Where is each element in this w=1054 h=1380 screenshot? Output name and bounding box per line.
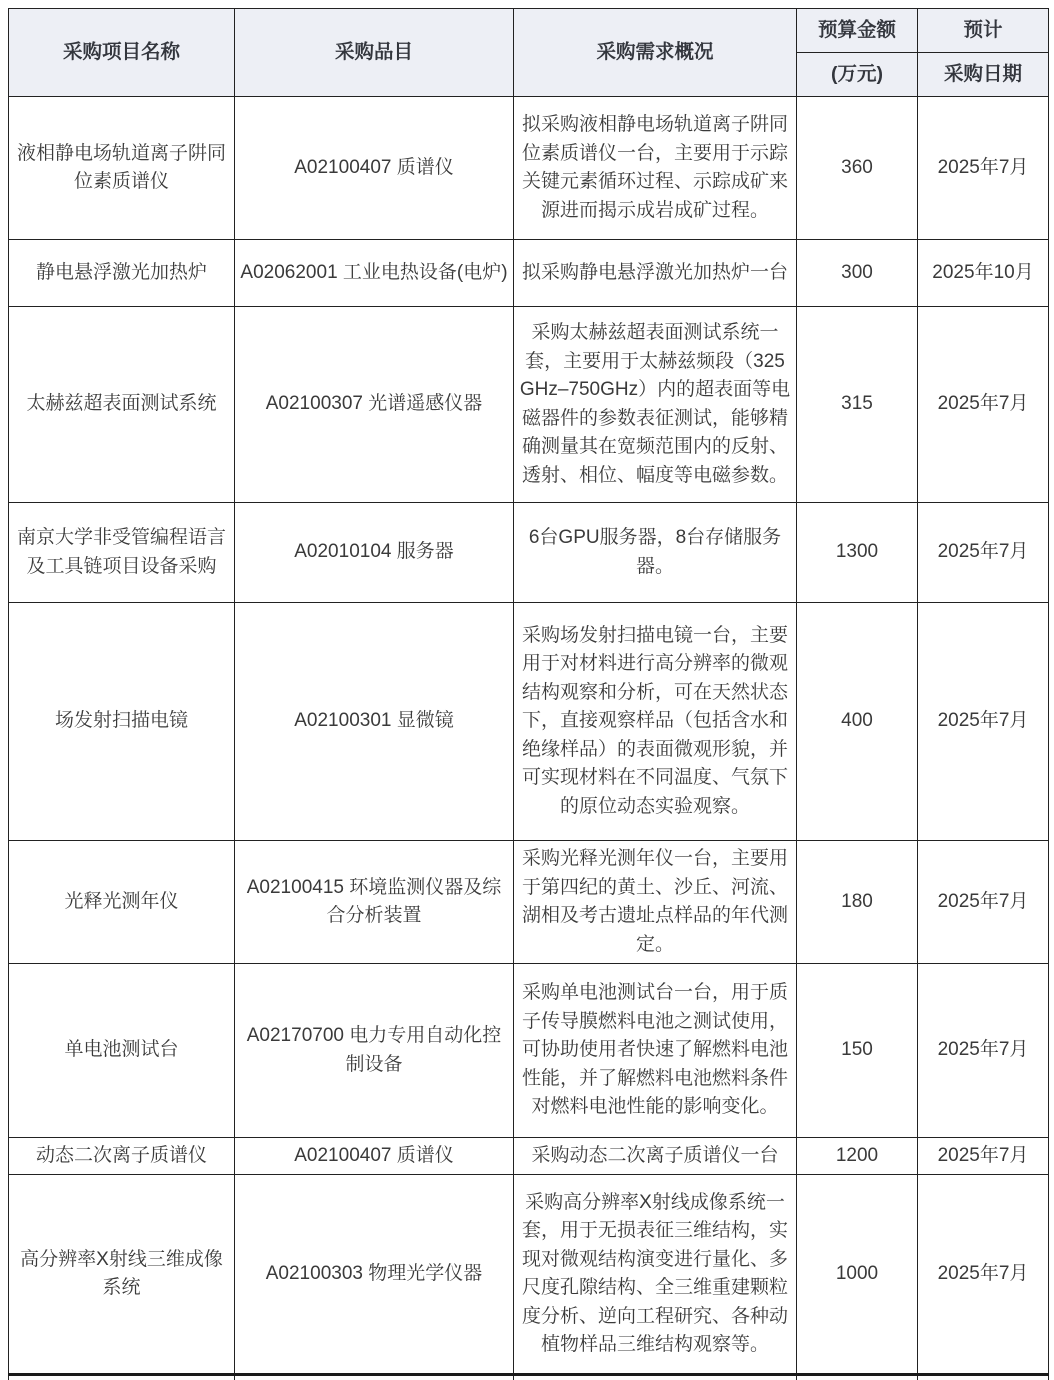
table-row: [9, 503, 1049, 603]
date: 2025年7月: [918, 603, 1049, 841]
date: 2025年7月: [918, 841, 1049, 964]
project-name: 场发射扫描电镜: [9, 603, 235, 841]
summary: 采购动态二次离子质谱仪一台: [514, 1138, 797, 1175]
category: A02100407 质谱仪: [235, 97, 514, 240]
date: 2025年7月: [918, 964, 1049, 1138]
category: A02170700 电力专用自动化控制设备: [235, 964, 514, 1138]
project-name: 光释光测年仪: [9, 841, 235, 964]
table-row: [9, 1175, 1049, 1375]
project-name: 太赫兹超表面测试系统: [9, 307, 235, 503]
empty-cell: [918, 1375, 1049, 1380]
budget: 400: [797, 603, 918, 841]
empty-cell: [514, 1375, 797, 1380]
table-row: [9, 841, 1049, 964]
budget: 1300: [797, 503, 918, 603]
header-budget: [797, 9, 918, 97]
project-name: 高分辨率X射线三维成像系统: [9, 1175, 235, 1375]
header-date: [918, 9, 1049, 97]
date: 2025年7月: [918, 1175, 1049, 1375]
table-row: [9, 240, 1049, 307]
project-name: 南京大学非受管编程语言及工具链项目设备采购: [9, 503, 235, 603]
budget: 150: [797, 964, 918, 1138]
table-row: [9, 97, 1049, 240]
budget: 180: [797, 841, 918, 964]
budget: 315: [797, 307, 918, 503]
header-date-title: 预计: [918, 9, 1048, 53]
summary: 采购太赫兹超表面测试系统一套，主要用于太赫兹频段（325GHz–750GHz）内的超表面等电磁器件的参数表征测试，能够精确测量其在宽频范围内的反射、透射、相位、幅度等电磁参数。: [514, 307, 797, 503]
empty-cell: [235, 1375, 514, 1380]
category: A02062001 工业电热设备(电炉): [235, 240, 514, 307]
category: A02010104 服务器: [235, 503, 514, 603]
procurement-table: [8, 8, 1049, 1380]
budget: 1200: [797, 1138, 918, 1175]
header-summary: 采购需求概况: [514, 9, 797, 97]
project-name: 液相静电场轨道离子阱同位素质谱仪: [9, 97, 235, 240]
date: 2025年10月: [918, 240, 1049, 307]
summary: 采购光释光测年仪一台，主要用于第四纪的黄土、沙丘、河流、湖相及考古遗址点样品的年代测定。: [514, 841, 797, 964]
table-row: [9, 603, 1049, 841]
header-project-name: 采购项目名称: [9, 9, 235, 97]
summary: 采购单电池测试台一台，用于质子传导膜燃料电池之测试使用，可协助使用者快速了解燃料电池性能，并了解燃料电池燃料条件对燃料电池性能的影响变化。: [514, 964, 797, 1138]
table-header: [9, 9, 1049, 97]
header-budget-title: 预算金额: [797, 9, 917, 53]
summary: 采购高分辨率X射线成像系统一套，用于无损表征三维结构，实现对微观结构演变进行量化、多尺度孔隙结构、全三维重建颗粒度分析、逆向工程研究、各种动植物样品三维结构观察等。: [514, 1175, 797, 1375]
budget: 360: [797, 97, 918, 240]
project-name: 动态二次离子质谱仪: [9, 1138, 235, 1175]
table-row: [9, 1138, 1049, 1175]
header-row: [9, 9, 1049, 97]
category: A02100307 光谱遥感仪器: [235, 307, 514, 503]
date: 2025年7月: [918, 97, 1049, 240]
category: A02100301 显微镜: [235, 603, 514, 841]
budget: 1000: [797, 1175, 918, 1375]
table-body: [9, 97, 1049, 1380]
budget: 300: [797, 240, 918, 307]
table-row: [9, 307, 1049, 503]
header-date-subtitle: 采购日期: [943, 62, 1022, 85]
date: 2025年7月: [918, 503, 1049, 603]
summary: 6台GPU服务器，8台存储服务器。: [514, 503, 797, 603]
project-name: 静电悬浮激光加热炉: [9, 240, 235, 307]
category: A02100415 环境监测仪器及综合分析装置: [235, 841, 514, 964]
summary: 拟采购静电悬浮激光加热炉一台: [514, 240, 797, 307]
category: A02100303 物理光学仪器: [235, 1175, 514, 1375]
date: 2025年7月: [918, 1138, 1049, 1175]
summary: 拟采购液相静电场轨道离子阱同位素质谱仪一台，主要用于示踪关键元素循环过程、示踪成矿来源进而揭示成岩成矿过程。: [514, 97, 797, 240]
table-row: [9, 964, 1049, 1138]
header-budget-unit: (万元): [831, 62, 883, 85]
empty-cell: [797, 1375, 918, 1380]
empty-cell: [9, 1375, 235, 1380]
date: 2025年7月: [918, 307, 1049, 503]
header-category: 采购品目: [235, 9, 514, 97]
category: A02100407 质谱仪: [235, 1138, 514, 1175]
summary: 采购场发射扫描电镜一台，主要用于对材料进行高分辨率的微观结构观察和分析，可在天然状态下，直接观察样品（包括含水和绝缘样品）的表面微观形貌，并可实现材料在不同温度、气氛下的原位动态实验观察。: [514, 603, 797, 841]
project-name: 单电池测试台: [9, 964, 235, 1138]
partial-row: [9, 1375, 1049, 1380]
